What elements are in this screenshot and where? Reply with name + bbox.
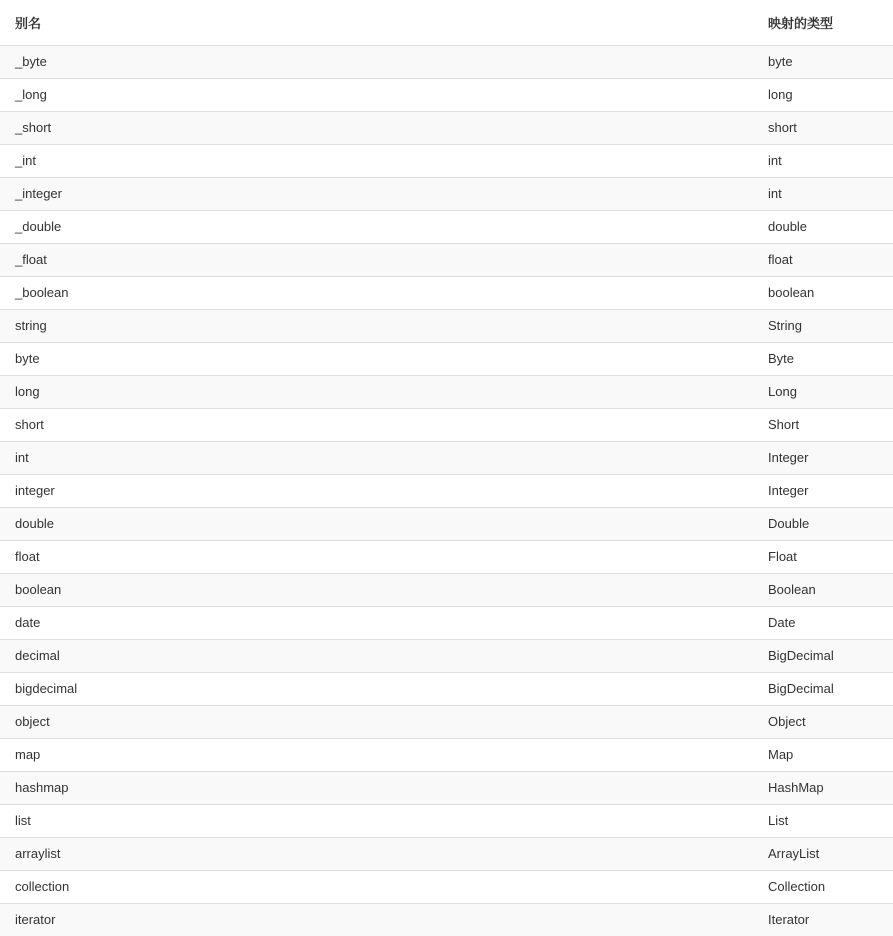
table-row: [0, 606, 893, 639]
mapped-type-cell: long: [768, 87, 793, 102]
alias-cell: _float: [15, 252, 47, 267]
mapped-type-cell: ArrayList: [768, 846, 820, 861]
table-row: [0, 903, 893, 936]
table-row: [0, 309, 893, 342]
alias-cell: _int: [15, 153, 36, 168]
mapped-type-cell: Integer: [768, 483, 809, 498]
alias-cell: _long: [15, 87, 47, 102]
mapped-type-cell: int: [768, 186, 782, 201]
table-row: [0, 408, 893, 441]
mapped-type-cell: BigDecimal: [768, 681, 834, 696]
alias-cell: boolean: [15, 582, 62, 597]
alias-cell: _integer: [15, 186, 62, 201]
table-row: [0, 870, 893, 903]
mapped-type-cell: Object: [768, 714, 806, 729]
alias-cell: int: [15, 450, 29, 465]
alias-cell: _boolean: [15, 285, 69, 300]
alias-cell: hashmap: [15, 780, 69, 795]
alias-cell: double: [15, 516, 55, 531]
mapped-type-cell: String: [768, 318, 802, 333]
mapped-type-cell: short: [768, 120, 797, 135]
alias-cell: byte: [15, 351, 40, 366]
mapped-type-cell: double: [768, 219, 808, 234]
alias-cell: long: [15, 384, 40, 399]
mapped-type-cell: HashMap: [768, 780, 824, 795]
table-row: [0, 804, 893, 837]
table-row: [0, 507, 893, 540]
table-row: [0, 210, 893, 243]
alias-cell: map: [15, 747, 41, 762]
table-row: [0, 276, 893, 309]
mapped-type-cell: Iterator: [768, 912, 810, 928]
table-row: [0, 78, 893, 111]
alias-cell: iterator: [15, 912, 56, 928]
table-row: [0, 144, 893, 177]
mapped-type-cell: Byte: [768, 351, 795, 366]
alias-cell: date: [15, 615, 41, 630]
mapped-type-cell: Boolean: [768, 582, 816, 597]
mapped-type-cell: float: [768, 252, 793, 267]
table-row: [0, 342, 893, 375]
table-row: [0, 573, 893, 606]
table-row: [0, 639, 893, 672]
alias-cell: integer: [15, 483, 55, 498]
header-alias: 别名: [0, 0, 753, 45]
mapped-type-cell: Date: [768, 615, 796, 630]
table-row: [0, 375, 893, 408]
alias-cell: string: [15, 318, 47, 333]
table-row: [0, 705, 893, 738]
alias-cell: decimal: [15, 648, 60, 663]
alias-cell: object: [15, 714, 50, 729]
alias-cell: float: [15, 549, 40, 564]
alias-cell: _byte: [15, 54, 47, 69]
mapped-type-cell: Double: [768, 516, 810, 531]
table-row: [0, 243, 893, 276]
table-header-row: [0, 0, 893, 45]
alias-cell: short: [15, 417, 44, 432]
mapped-type-cell: Long: [768, 384, 797, 399]
header-mapped-type: 映射的类型: [753, 0, 893, 45]
mapped-type-cell: Integer: [768, 450, 809, 465]
mapped-type-cell: boolean: [768, 285, 815, 300]
table-row: [0, 441, 893, 474]
mapped-type-cell: Short: [768, 417, 800, 432]
table-row: [0, 540, 893, 573]
mapped-type-cell: byte: [768, 54, 793, 69]
table-body: [0, 45, 893, 936]
alias-cell: list: [15, 813, 31, 828]
mapped-type-cell: Float: [768, 549, 797, 564]
table-row: [0, 45, 893, 78]
table-row: [0, 837, 893, 870]
table-row: [0, 672, 893, 705]
table-row: [0, 177, 893, 210]
alias-cell: _double: [15, 219, 62, 234]
mapped-type-cell: BigDecimal: [768, 648, 834, 663]
mapped-type-cell: Collection: [768, 879, 826, 894]
alias-cell: bigdecimal: [15, 681, 78, 696]
alias-cell: arraylist: [15, 846, 61, 861]
table-row: [0, 474, 893, 507]
alias-cell: _short: [15, 120, 52, 135]
mapped-type-cell: List: [768, 813, 789, 828]
mapped-type-cell: Map: [768, 747, 794, 762]
mapped-type-cell: int: [768, 153, 782, 168]
alias-cell: collection: [15, 879, 70, 894]
table-row: [0, 111, 893, 144]
table-row: [0, 771, 893, 804]
table-row: [0, 738, 893, 771]
